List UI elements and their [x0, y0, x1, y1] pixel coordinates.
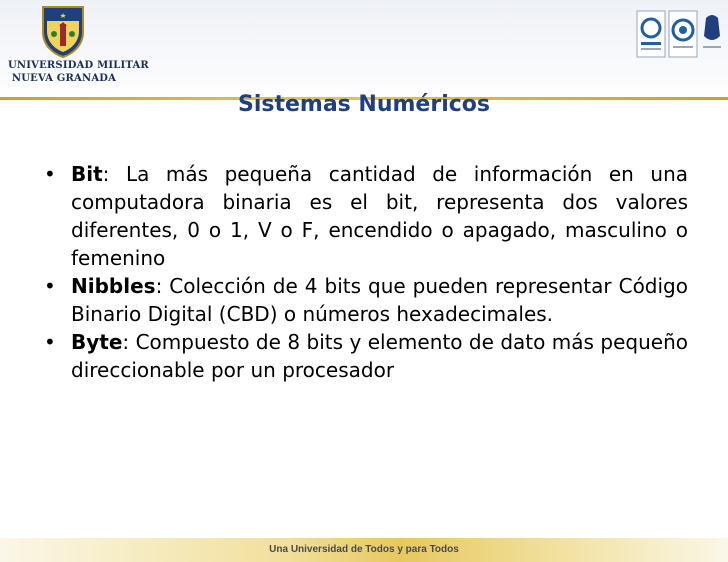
university-logo	[8, 4, 149, 88]
bullet-term: Byte	[71, 330, 123, 354]
university-name-line2: NUEVA GRANADA	[11, 73, 117, 84]
bullet-item-byte	[44, 328, 688, 384]
bullet-text: : Colección de 4 bits que pueden representar Código Binario Digital (CBD) o números hexadecimales.	[71, 274, 688, 326]
bullet-item-nibbles	[44, 272, 688, 328]
certification-logos-icon	[636, 10, 666, 58]
bullet-text: : La más pequeña cantidad de información en una computadora binaria es el bit, representa dos valores diferentes, 0 o 1, V o F, encendido o apagado, masculino o femenino	[71, 162, 688, 270]
bullet-term: Bit	[71, 162, 103, 186]
university-crest-icon	[38, 4, 88, 58]
certification-logos	[636, 10, 724, 60]
slide-title: Sistemas Numéricos	[237, 92, 490, 117]
footer-band	[0, 538, 728, 562]
bullet-term: Nibbles	[71, 274, 156, 298]
quality-seal-icon	[668, 10, 698, 58]
bullet-text: : Compuesto de 8 bits y elemento de dato más pequeño direccionable por un procesador	[71, 330, 688, 382]
bullet-item-bit	[44, 160, 688, 272]
university-name-line1: UNIVERSIDAD MILITAR	[8, 60, 149, 71]
accreditation-icon	[700, 10, 724, 58]
footer-slogan: Una Universidad de Todos y para Todos	[269, 544, 459, 555]
bullet-list	[44, 160, 688, 384]
